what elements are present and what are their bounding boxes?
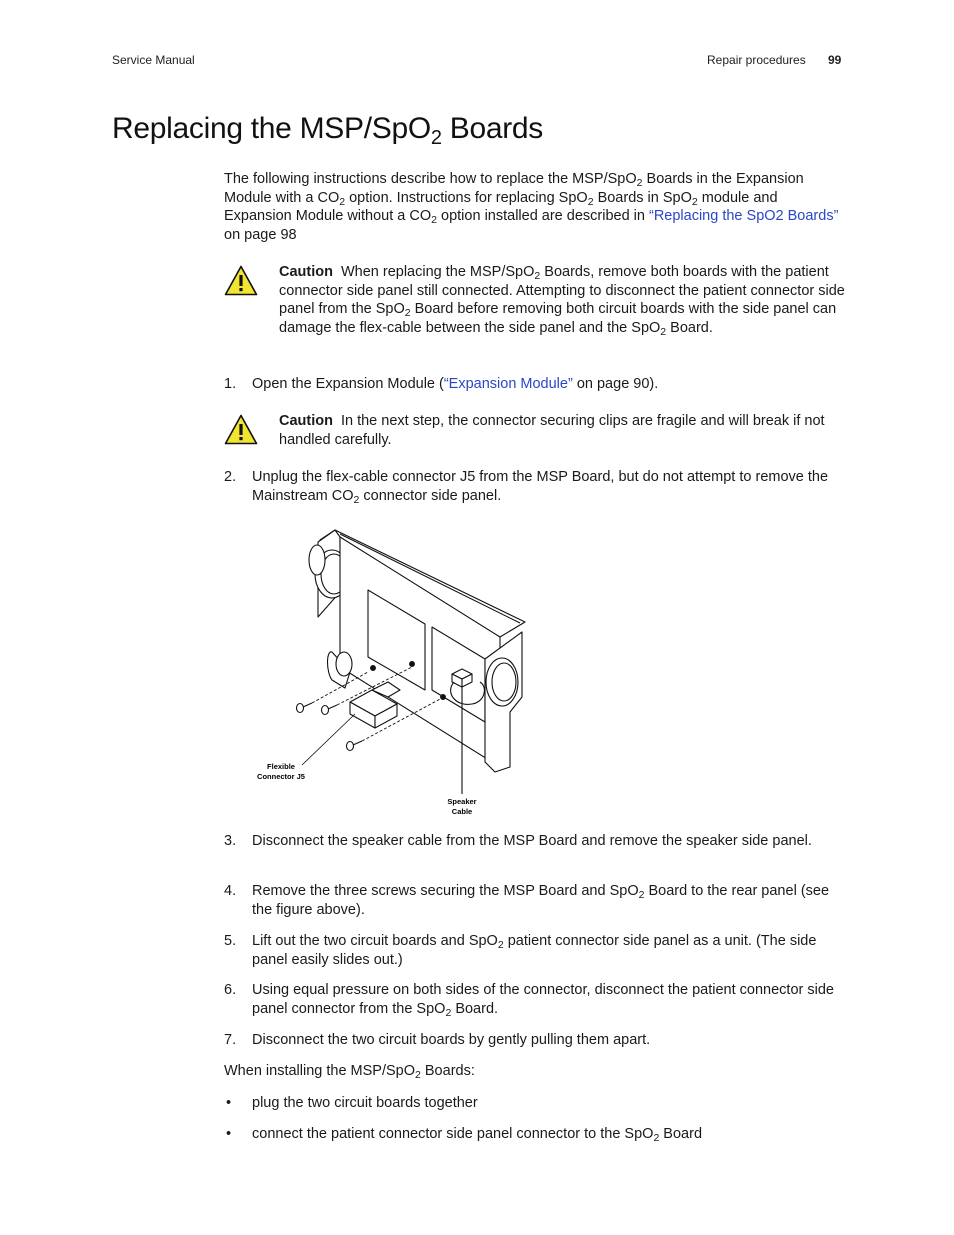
caution-note-1 (279, 263, 845, 337)
intro-text: The following instructions describe how to replace the MSP/SpO (224, 171, 637, 187)
bullet-item-1 (224, 1094, 844, 1113)
caution-text: Board before removing both circuit boards with the side panel can damage the flex-cable between the side panel and the SpO (279, 301, 837, 336)
step-text (252, 932, 844, 969)
page-number: 99 (828, 53, 842, 67)
bullet-text-part: Board (659, 1126, 703, 1142)
step-number: 7. (224, 1032, 237, 1048)
step-text-part: patient connector side panel as a unit. (The side panel easily slides out.) (252, 933, 817, 968)
caution-label: Caution (279, 413, 333, 429)
installing-text: When installing the MSP/SpO (224, 1063, 416, 1079)
subscript: 2 (431, 214, 437, 227)
step-number: 1. (224, 376, 237, 392)
step-2 (224, 468, 844, 505)
subscript: 2 (415, 1069, 421, 1081)
label-speaker-cable-2: Cable (451, 807, 473, 816)
caution-text: When replacing the MSP/SpO (340, 264, 535, 280)
title-rest: Boards (441, 112, 543, 145)
header-section: Repair procedures (707, 53, 806, 67)
subscript: 2 (638, 889, 645, 901)
step-text-part: Board. (451, 1000, 499, 1017)
step-number: 6. (224, 982, 237, 998)
step-6 (224, 981, 844, 1018)
subscript: 2 (587, 195, 594, 208)
caution-triangle-icon (224, 265, 258, 296)
step-5 (224, 932, 844, 969)
step-1 (224, 375, 844, 394)
step-number: 2. (224, 469, 237, 485)
step-text-part: on page 90). (572, 376, 659, 392)
header-manual-title: Service Manual (112, 53, 195, 67)
step-3 (224, 832, 844, 851)
intro-text: module and Expansion Module without a CO (224, 189, 778, 225)
caution-triangle-icon (224, 414, 258, 445)
subscript: 2 (636, 177, 643, 189)
link-replacing-spo2-boards[interactable]: “Replacing the SpO2 Boards” (649, 208, 839, 225)
subscript: 2 (653, 1132, 660, 1144)
link-expansion-module[interactable]: “Expansion Module” (443, 376, 573, 392)
label-speaker-cable: Speaker (447, 797, 477, 806)
title-sub: 2 (430, 127, 442, 149)
subscript: 2 (339, 195, 346, 208)
page-title (112, 112, 543, 149)
step-number: 4. (224, 883, 237, 899)
caution-text: Boards, remove both boards with the patient connector side panel still connected. Attempting to disconnect the patient connector side panel from the SpO (279, 264, 845, 318)
intro-text: Boards in the Expansion Module with a CO (224, 171, 804, 206)
caution-text: Board. (666, 319, 713, 336)
step-text (252, 981, 844, 1018)
step-text (252, 375, 844, 394)
step-text-part: Open the Expansion Module ( (252, 376, 444, 392)
intro-text: option. Instructions for replacing SpO (345, 189, 588, 206)
bullet-text: plug the two circuit boards together (252, 1095, 478, 1111)
bullet-symbol: • (226, 1126, 232, 1142)
caution-note-2 (279, 412, 845, 449)
intro-paragraph (224, 170, 844, 244)
bullet-symbol: • (226, 1095, 232, 1111)
step-text-part: Remove the three screws securing the MSP Board and SpO (252, 883, 639, 899)
step-text-part: connector side panel. (359, 487, 502, 504)
subscript: 2 (691, 195, 698, 208)
label-flexible-connector-2: Connector J5 (257, 772, 305, 781)
subscript: 2 (497, 939, 504, 951)
subscript: 2 (404, 307, 411, 320)
bullet-text-part: connect the patient connector side panel connector to the SpO (252, 1126, 654, 1142)
board-assembly-diagram (240, 522, 540, 822)
step-text-part: Using equal pressure on both sides of the connector, disconnect the patient connector side panel connector from the SpO (252, 982, 834, 1017)
step-number: 3. (224, 833, 237, 849)
step-text-part: Board to the rear panel (see the figure above). (252, 883, 830, 918)
caution-text: In the next step, the connector securing clips are fragile and will break if not handled carefully. (279, 413, 825, 448)
subscript: 2 (353, 493, 360, 506)
label-flexible-connector: Flexible (267, 762, 295, 771)
step-text: Disconnect the speaker cable from the MSP Board and remove the speaker side panel. (252, 833, 812, 849)
step-4 (224, 882, 844, 919)
bullet-item-2 (224, 1125, 844, 1144)
step-text (252, 468, 844, 505)
caution-label: Caution (279, 264, 333, 280)
step-text: Disconnect the two circuit boards by gently pulling them apart. (252, 1032, 651, 1048)
installing-text: Boards: (420, 1063, 475, 1079)
bullet-text (252, 1125, 844, 1144)
subscript: 2 (534, 270, 541, 282)
step-7 (224, 1031, 844, 1050)
step-number: 5. (224, 933, 237, 949)
intro-text: Boards in SpO (593, 189, 692, 206)
installing-intro (224, 1062, 844, 1081)
intro-text: option installed are described in (437, 208, 649, 225)
step-text-part: Lift out the two circuit boards and SpO (252, 933, 498, 949)
step-text-part: Unplug the flex-cable connector J5 from the MSP Board, but do not attempt to remove the Mainstream CO (252, 469, 829, 504)
subscript: 2 (445, 1006, 452, 1019)
intro-text: on page 98 (224, 226, 297, 243)
title-main: Replacing the MSP/SpO (112, 112, 431, 145)
step-text (252, 882, 844, 919)
subscript: 2 (660, 325, 667, 338)
